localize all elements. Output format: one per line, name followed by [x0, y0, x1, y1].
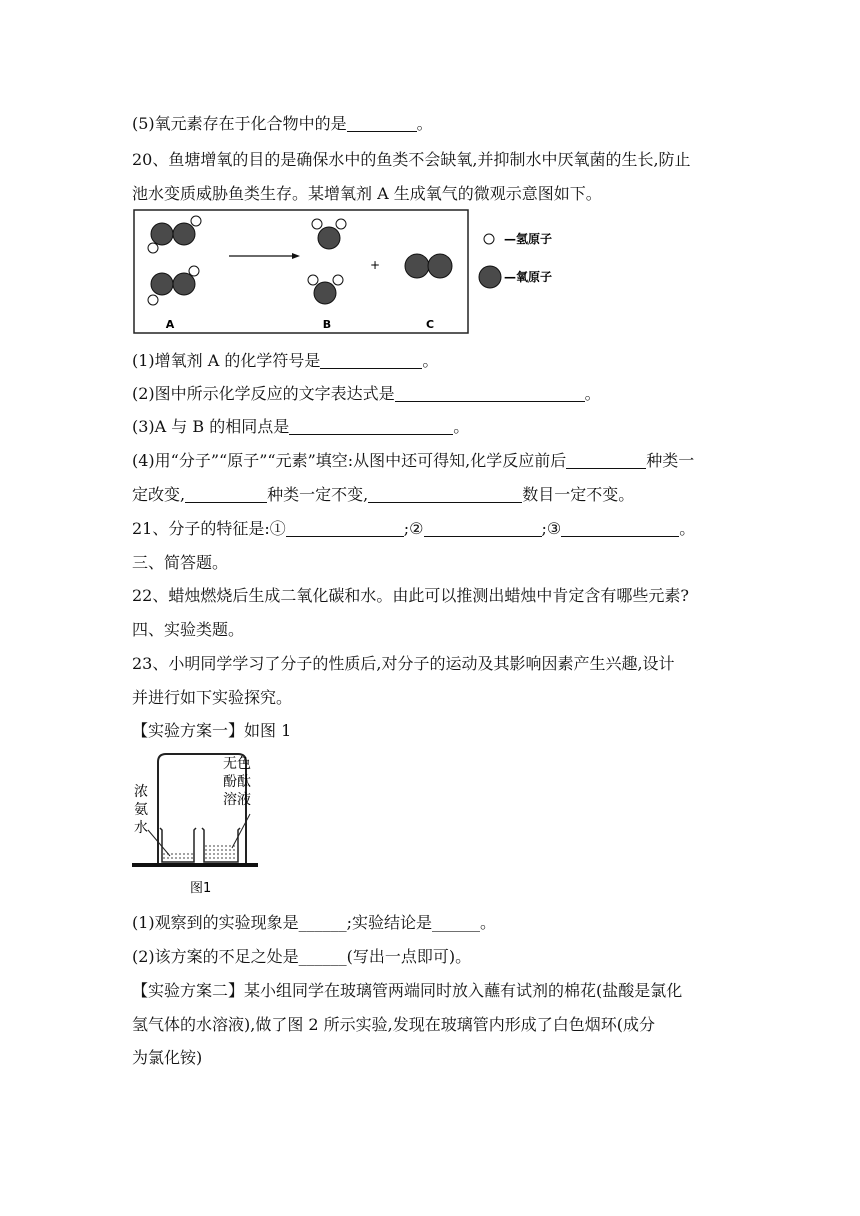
answer-blank[interactable] — [185, 486, 267, 503]
plan1-heading: 【实验方案一】如图 1 — [132, 721, 292, 740]
q20-part3: (3)A 与 B 的相同点是 。 — [132, 417, 470, 436]
fig1-left-label-2: 氨 — [134, 802, 148, 818]
q20-part1: (1)增氧剂 A 的化学符号是 。 — [132, 351, 439, 370]
label-b: B — [322, 318, 332, 331]
label-c: C — [425, 318, 435, 331]
figure-1 — [130, 748, 264, 898]
reaction-diagram — [132, 208, 602, 338]
section-heading-3: 三、简答题。 — [132, 553, 229, 572]
answer-blank[interactable] — [320, 352, 422, 369]
legend-oxygen-label: —氧原子 — [504, 270, 553, 284]
section-heading-4: 四、实验类题。 — [132, 620, 245, 639]
legend-hydrogen-label: —氢原子 — [504, 232, 553, 246]
answer-blank[interactable] — [286, 520, 404, 537]
fig1-left-label-3: 水 — [134, 820, 148, 836]
q23-line2: 并进行如下实验探究。 — [132, 688, 293, 707]
beaker-phenolphthalein — [202, 828, 240, 862]
q19-part5: (5)氧元素存在于化合物中的是 。 — [132, 114, 433, 133]
q20-part2: (2)图中所示化学反应的文字表达式是 。 — [132, 384, 601, 403]
q23-line1: 23、小明同学学习了分子的性质后,对分子的运动及其影响因素产生兴趣,设计 — [132, 654, 675, 673]
answer-blank[interactable] — [424, 520, 542, 537]
legend-hydrogen-icon — [484, 234, 494, 244]
answer-blank[interactable] — [395, 385, 585, 402]
plan2-line3: 为氯化铵) — [132, 1048, 203, 1067]
plus-sign: + — [369, 258, 381, 272]
plan2-line1: 【实验方案二】某小组同学在玻璃管两端同时放入蘸有试剂的棉花(盐酸是氯化 — [132, 981, 683, 1000]
phenolphthalein-leader — [232, 814, 250, 848]
legend-oxygen-icon — [479, 266, 501, 288]
fig1-left-label-1: 浓 — [134, 784, 148, 800]
label-a: A — [165, 318, 175, 331]
fig1-right-label-3: 溶液 — [223, 792, 251, 808]
q20-part4-line1: (4)用“分子”“原子”“元素”填空:从图中还可得知,化学反应前后 种类一 — [132, 451, 695, 470]
plan1-question2: (2)该方案的不足之处是______(写出一点即可)。 — [132, 947, 472, 966]
q21: 21、分子的特征是:① ;② ;③ 。 — [132, 519, 696, 538]
answer-blank[interactable] — [368, 486, 522, 503]
answer-blank[interactable] — [289, 418, 453, 435]
fig1-right-label-2: 酚酞 — [223, 774, 251, 790]
plan1-question1: (1)观察到的实验现象是______;实验结论是______。 — [132, 913, 497, 932]
q20-line2: 池水变质威胁鱼类生存。某增氧剂 A 生成氧气的微观示意图如下。 — [132, 184, 602, 203]
fig1-caption: 图1 — [190, 881, 212, 896]
answer-blank[interactable] — [561, 520, 679, 537]
answer-blank[interactable] — [347, 115, 417, 132]
plan2-line2: 氢气体的水溶液),做了图 2 所示实验,发现在玻璃管内形成了白色烟环(成分 — [132, 1015, 656, 1034]
q20-part4-line2: 定改变, 种类一定不变, 数目一定不变。 — [132, 485, 635, 504]
q22: 22、蜡烛燃烧后生成二氧化碳和水。由此可以推测出蜡烛中肯定含有哪些元素? — [132, 586, 689, 605]
q20-line1: 20、鱼塘增氧的目的是确保水中的鱼类不会缺氧,并抑制水中厌氧菌的生长,防止 — [132, 150, 691, 169]
fig1-right-label-1: 无色 — [223, 756, 251, 772]
beaker-ammonia — [160, 828, 196, 862]
answer-blank[interactable] — [566, 452, 646, 469]
